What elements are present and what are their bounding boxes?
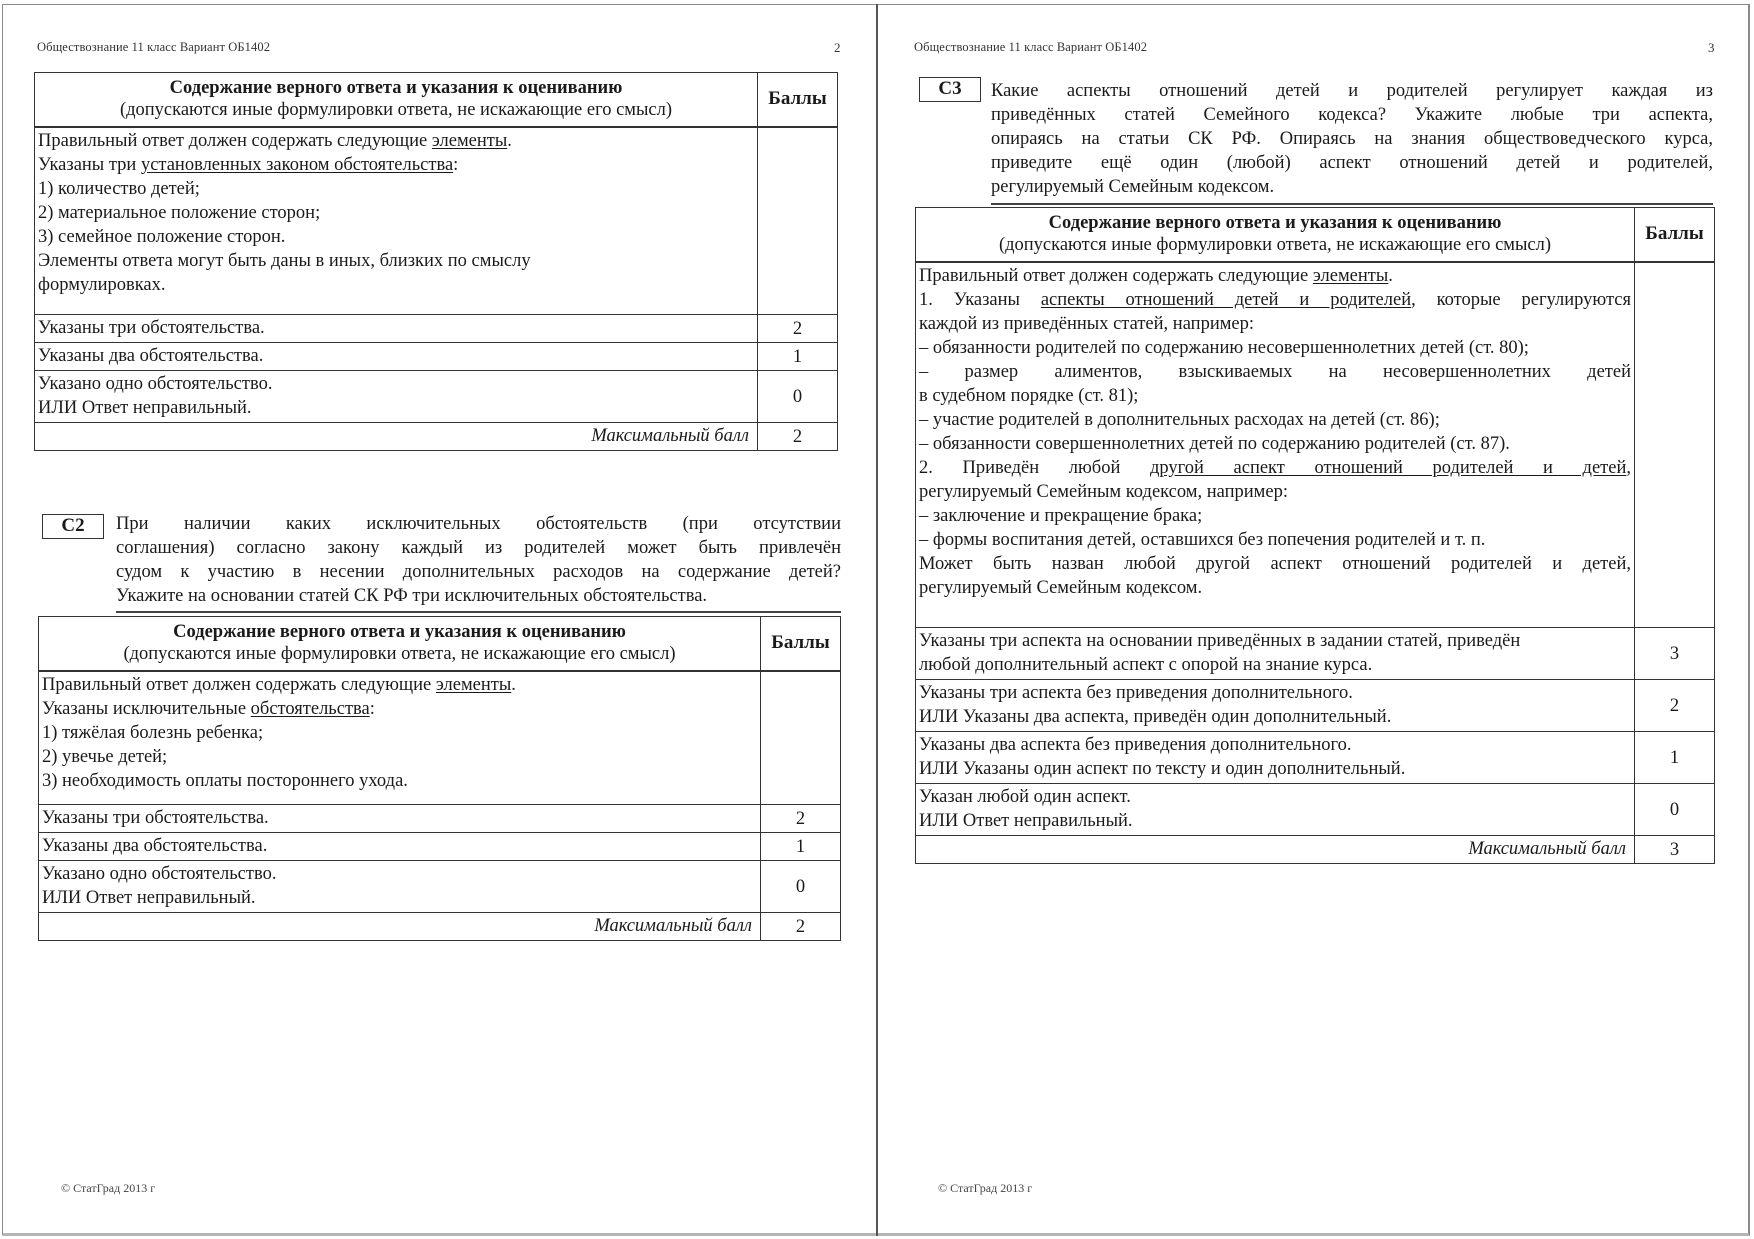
- criterion-line: ИЛИ Ответ неправильный.: [919, 811, 1133, 831]
- question-c2-text: [116, 512, 841, 608]
- header-content-cell: [916, 208, 1635, 262]
- max-score-label: Максимальный балл: [39, 913, 761, 941]
- question-line: приведённых статей Семейного кодекса? Укажите любые три аспекта,: [991, 105, 1713, 125]
- criterion-points: 0: [758, 371, 838, 423]
- copyright-footer: © СтатГрад 2013 г: [938, 1181, 1033, 1195]
- answer-line: Может быть назван любой другой аспект отношений родителей и детей,: [919, 553, 1631, 574]
- criterion-line: Указаны три аспекта без приведения дополнительного.: [919, 683, 1353, 703]
- answer-content-row: [39, 671, 841, 805]
- header-content-cell: [35, 73, 758, 127]
- criterion-points: 3: [1635, 628, 1715, 680]
- answer-content: [39, 671, 761, 805]
- answer-line: 2. Приведён любой другой аспект отношений родителей и детей,: [919, 457, 1631, 478]
- criterion-line: ИЛИ Ответ неправильный.: [42, 888, 256, 908]
- criterion-points: 2: [1635, 680, 1715, 732]
- criterion-row: [916, 628, 1715, 680]
- question-line: При наличии каких исключительных обстоятельств (при отсутствии: [116, 514, 841, 534]
- c1-grading-table: [34, 72, 838, 451]
- answer-line: Указаны исключительные обстоятельства:: [42, 698, 375, 719]
- answer-line: – формы воспитания детей, оставшихся без попечения родителей и т. п.: [919, 529, 1486, 550]
- header-title: Содержание верного ответа и указания к оцениванию: [173, 622, 626, 643]
- running-header: Обществознание 11 класс Вариант ОБ1402: [37, 40, 271, 54]
- criterion-text: [39, 805, 761, 833]
- criterion-text: [35, 371, 758, 423]
- criterion-text: [35, 315, 758, 343]
- answer-content: [916, 262, 1635, 628]
- answer-line: 1) тяжёлая болезнь ребенка;: [42, 722, 264, 743]
- answer-line: 2) материальное положение сторон;: [38, 202, 321, 223]
- criterion-points: 1: [758, 343, 838, 371]
- criterion-line: Указаны два аспекта без приведения дополнительного.: [919, 735, 1352, 755]
- copyright-footer: © СтатГрад 2013 г: [61, 1181, 156, 1195]
- answer-line: – обязанности родителей по содержанию несовершеннолетних детей (ст. 80);: [919, 337, 1529, 358]
- underlined-term: элементы: [1312, 265, 1389, 286]
- criterion-points: 1: [1635, 732, 1715, 784]
- criterion-points: 2: [761, 805, 841, 833]
- question-line: опираясь на статьи СК РФ. Опираясь на знания обществоведческого курса,: [991, 129, 1713, 149]
- criterion-line: Указаны два обстоятельства.: [42, 836, 268, 856]
- answer-line: Указаны три установленных законом обстоятельства:: [38, 154, 459, 175]
- criterion-row: [35, 371, 838, 423]
- header-title: Содержание верного ответа и указания к оцениванию: [169, 78, 623, 99]
- table-header-row: [35, 73, 838, 127]
- criterion-line: Указаны три аспекта на основании приведённых в задании статей, приведён: [919, 631, 1521, 651]
- header-subtitle: (допускаются иные формулировки ответа, не искажающие его смысл): [123, 644, 676, 665]
- criterion-line: любой дополнительный аспект с опорой на знание курса.: [919, 655, 1373, 675]
- underlined-term: аспекты отношений детей и родителей: [1040, 289, 1412, 310]
- criterion-row: [39, 805, 841, 833]
- criterion-line: Указано одно обстоятельство.: [38, 374, 273, 394]
- header-title: Содержание верного ответа и указания к оцениванию: [1048, 213, 1502, 234]
- criterion-text: [35, 343, 758, 371]
- answer-line: – заключение и прекращение брака;: [919, 505, 1203, 526]
- max-score-row: [916, 836, 1715, 864]
- criterion-text: [39, 833, 761, 861]
- question-line: Какие аспекты отношений детей и родителей регулирует каждая из: [991, 81, 1713, 101]
- page-2: [3, 4, 876, 1232]
- answer-line: Правильный ответ должен содержать следующие элементы.: [919, 265, 1393, 286]
- max-score-value: 3: [1635, 836, 1715, 864]
- header-subtitle: (допускаются иные формулировки ответа, не искажающие его смысл): [119, 100, 673, 121]
- criterion-line: ИЛИ Указаны два аспекта, приведён один дополнительный.: [919, 707, 1392, 727]
- criterion-row: [916, 680, 1715, 732]
- criterion-points: 1: [761, 833, 841, 861]
- max-score-value: 2: [758, 423, 838, 451]
- header-points: Баллы: [758, 73, 838, 127]
- criterion-row: [35, 315, 838, 343]
- answer-line: 3) необходимость оплаты постороннего ухода.: [42, 770, 408, 791]
- answer-content: [35, 127, 758, 315]
- question-line: приведите ещё один (любой) аспект отношений детей и родителей,: [991, 153, 1713, 173]
- answer-line: Правильный ответ должен содержать следующие элементы.: [38, 130, 512, 151]
- running-header: Обществознание 11 класс Вариант ОБ1402: [914, 40, 1148, 54]
- criterion-row: [916, 732, 1715, 784]
- answer-line: Правильный ответ должен содержать следующие элементы.: [42, 674, 516, 695]
- question-rule: [116, 611, 841, 613]
- answer-line: 3) семейное положение сторон.: [38, 226, 286, 247]
- criterion-text: [916, 680, 1635, 732]
- answer-line: – участие родителей в дополнительных расходах на детей (ст. 86);: [919, 409, 1440, 430]
- c2-grading-table: [38, 616, 841, 941]
- criterion-line: Указан любой один аспект.: [919, 787, 1131, 807]
- max-score-row: [39, 913, 841, 941]
- answer-line: 1. Указаны аспекты отношений детей и родителей, которые регулируются: [919, 289, 1631, 310]
- question-line: регулируемый Семейным кодексом.: [991, 177, 1275, 197]
- answer-line: 2) увечье детей;: [42, 746, 168, 767]
- c3-grading-table: [915, 207, 1715, 864]
- underlined-term: обстоятельства: [250, 698, 370, 719]
- question-line: судом к участию в несении дополнительных расходов на содержание детей?: [116, 562, 841, 582]
- header-content-cell: [39, 617, 761, 671]
- page-number: 2: [834, 40, 841, 55]
- header-subtitle: (допускаются иные формулировки ответа, не искажающие его смысл): [998, 235, 1552, 256]
- criterion-points: 2: [758, 315, 838, 343]
- underlined-term: элементы: [431, 130, 508, 151]
- answer-line: регулируемый Семейным кодексом, например:: [919, 481, 1288, 502]
- max-score-row: [35, 423, 838, 451]
- underlined-term: установленных законом обстоятельства: [140, 154, 454, 175]
- answer-line: формулировках.: [38, 274, 166, 295]
- question-badge-c2: C2: [42, 514, 104, 539]
- header-points: Баллы: [761, 617, 841, 671]
- criterion-row: [39, 833, 841, 861]
- question-c3-text: [991, 79, 1713, 199]
- answer-line: регулируемый Семейным кодексом.: [919, 577, 1203, 598]
- answer-content-row: [916, 262, 1715, 628]
- max-score-label: Максимальный балл: [916, 836, 1635, 864]
- question-rule: [991, 203, 1713, 205]
- criterion-line: Указаны три обстоятельства.: [42, 808, 269, 828]
- criterion-text: [916, 784, 1635, 836]
- criterion-points: 0: [1635, 784, 1715, 836]
- criterion-line: ИЛИ Ответ неправильный.: [38, 398, 252, 418]
- question-line: соглашения) согласно закону каждый из родителей может быть привлечён: [116, 538, 841, 558]
- table-header-row: [39, 617, 841, 671]
- criterion-text: [916, 628, 1635, 680]
- question-badge-c3: C3: [919, 77, 981, 102]
- criterion-line: Указано одно обстоятельство.: [42, 864, 277, 884]
- criterion-points: 0: [761, 861, 841, 913]
- page-number: 3: [1708, 40, 1715, 55]
- answer-line: в судебном порядке (ст. 81);: [919, 385, 1139, 406]
- criterion-row: [35, 343, 838, 371]
- answer-line: Элементы ответа могут быть даны в иных, близких по смыслу: [38, 250, 531, 271]
- page-3: [878, 4, 1750, 1232]
- answer-line: – обязанности совершеннолетних детей по содержанию родителей (ст. 87).: [919, 433, 1510, 454]
- underlined-term: другой аспект отношений родителей и детей: [1149, 457, 1627, 478]
- criterion-line: Указаны три обстоятельства.: [38, 318, 265, 338]
- criterion-text: [39, 861, 761, 913]
- answer-line: – размер алиментов, взыскиваемых на несовершеннолетних детей: [919, 361, 1631, 382]
- answer-line: 1) количество детей;: [38, 178, 200, 199]
- answer-line: каждой из приведённых статей, например:: [919, 313, 1255, 334]
- underlined-term: элементы: [435, 674, 512, 695]
- criterion-row: [39, 861, 841, 913]
- question-line: Укажите на основании статей СК РФ три исключительных обстоятельства.: [116, 586, 708, 606]
- table-header-row: [916, 208, 1715, 262]
- header-points: Баллы: [1635, 208, 1715, 262]
- criterion-text: [916, 732, 1635, 784]
- max-score-value: 2: [761, 913, 841, 941]
- criterion-row: [916, 784, 1715, 836]
- answer-content-row: [35, 127, 838, 315]
- max-score-label: Максимальный балл: [35, 423, 758, 451]
- criterion-line: ИЛИ Указаны один аспект по тексту и один дополнительный.: [919, 759, 1406, 779]
- criterion-line: Указаны два обстоятельства.: [38, 346, 264, 366]
